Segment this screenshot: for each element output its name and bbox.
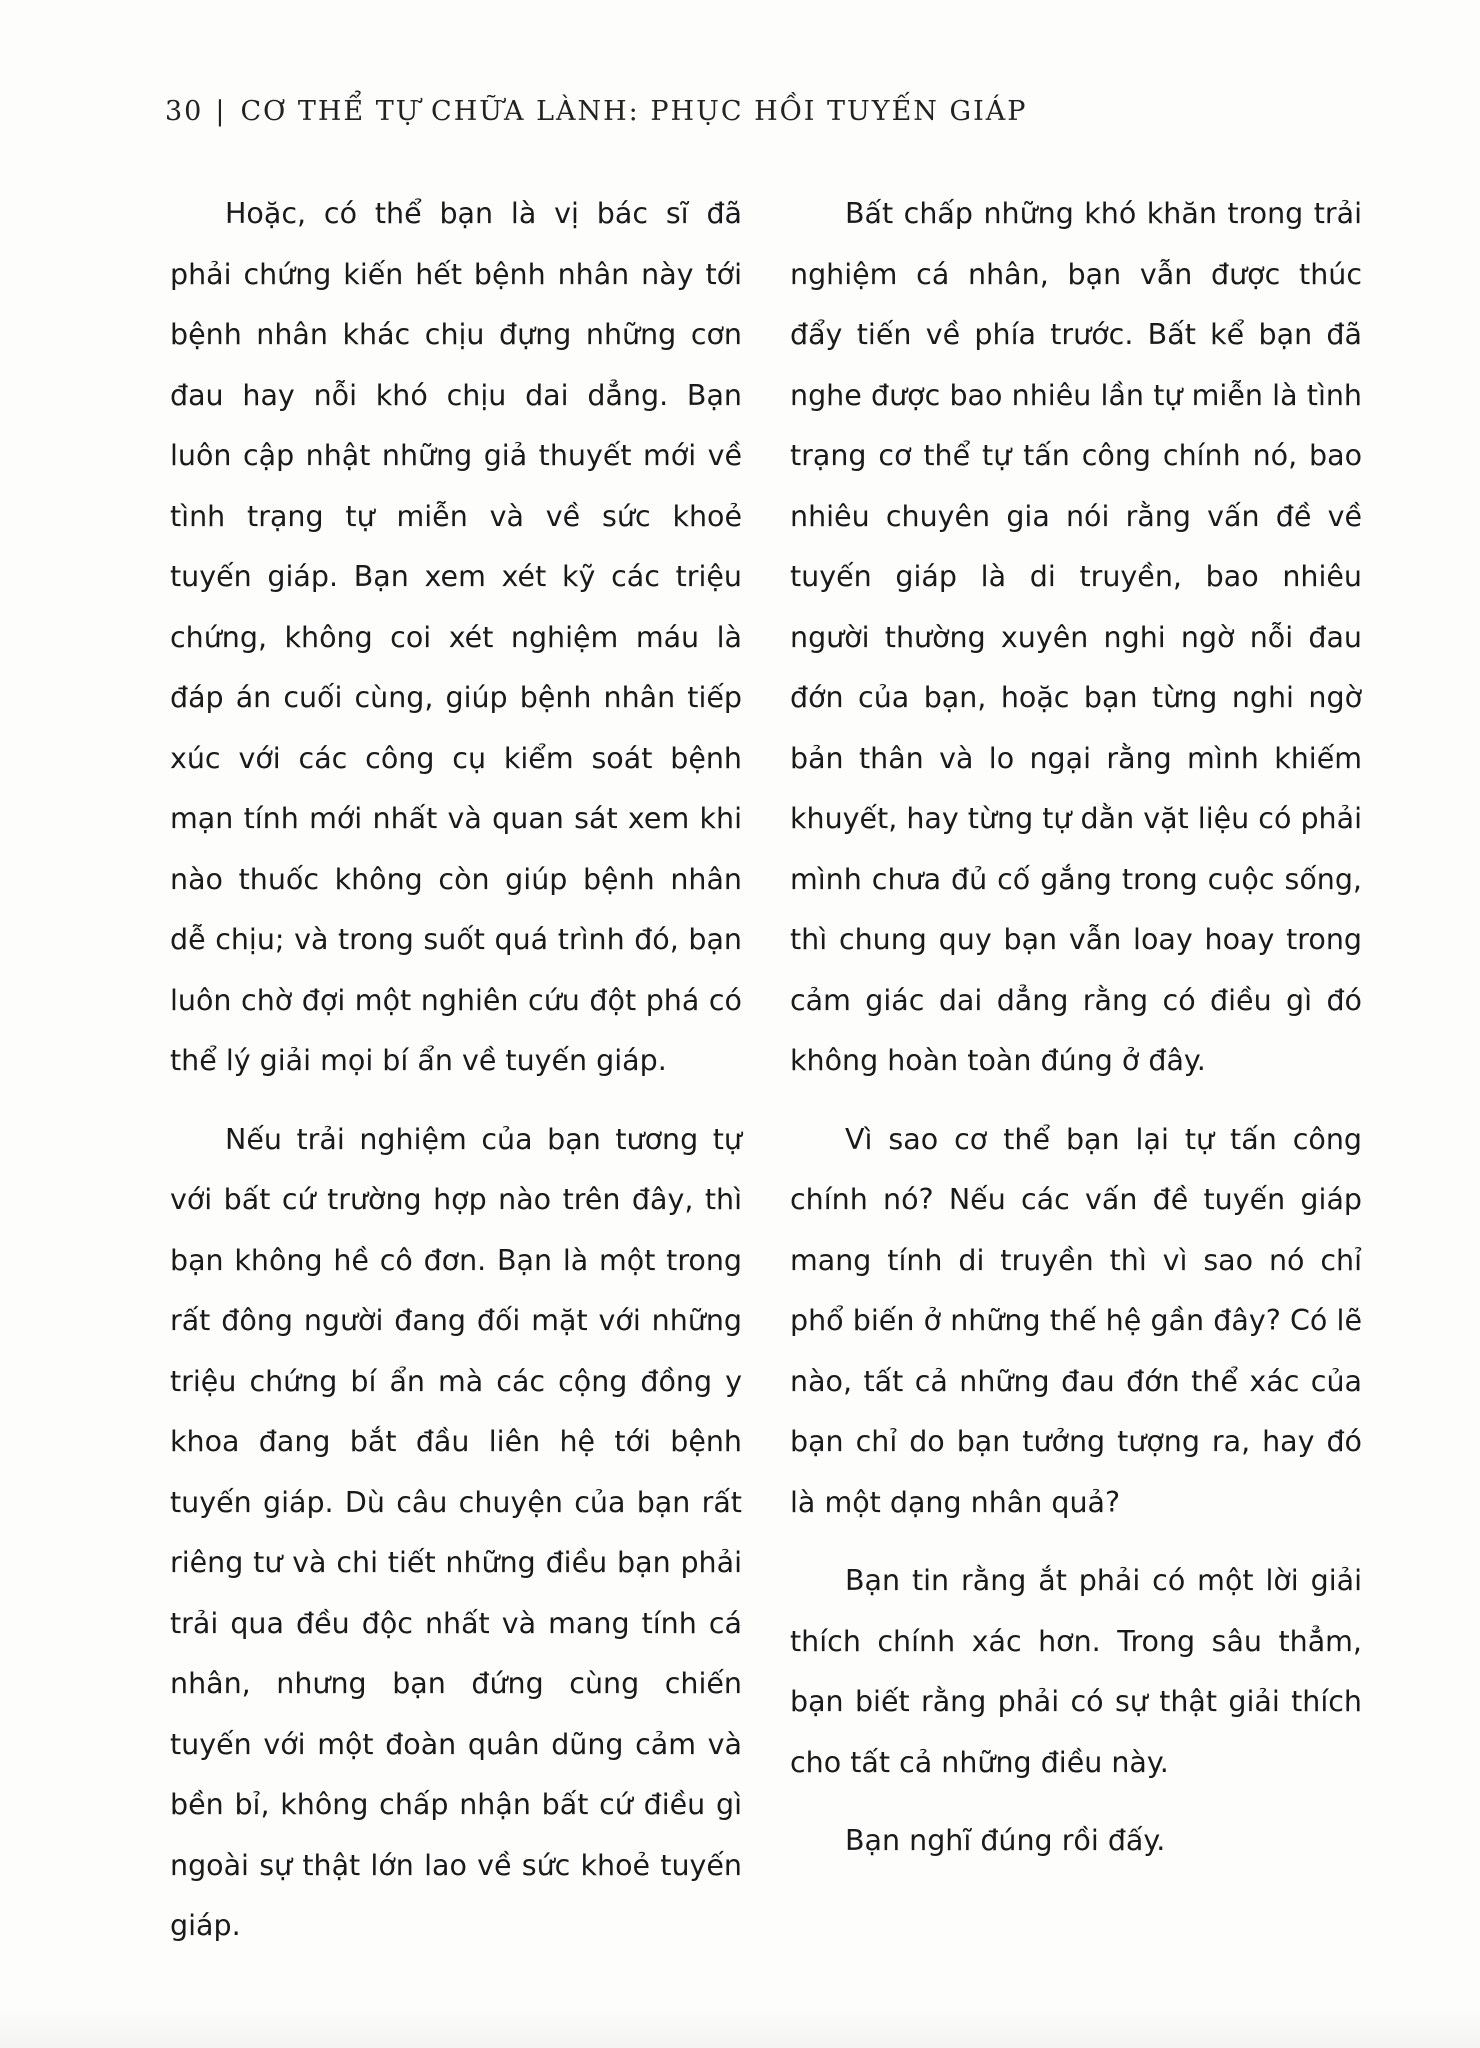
paragraph: Nếu trải nghiệm của bạn tương tự với bất cứ trường hợp nào trên đây, thì bạn không hề cô đơn. Bạn là một trong rất đông người đang đối mặt với những triệu chứng bí ẩn mà các cộng đồng y khoa đang bắt đầu liên hệ tới bệnh tuyến giáp. Dù câu chuyện của bạn rất riêng tư và chi tiết những điều bạn phải trải qua đều độc nhất và mang tính cá nhân, nhưng bạn đứng cùng chiến tuyến với một đoàn quân dũng cảm và bền bỉ, không chấp nhận bất cứ điều gì ngoài sự thật lớn lao về sức khoẻ tuyến giáp. bbox=[170, 1122, 742, 1942]
paragraph: Hoặc, có thể bạn là vị bác sĩ đã phải chứng kiến hết bệnh nhân này tới bệnh nhân khác chịu đựng những cơn đau hay nỗi khó chịu dai dẳng. Bạn luôn cập nhật những giả thuyết mới về tình trạng tự miễn và về sức khoẻ tuyến giáp. Bạn xem xét kỹ các triệu chứng, không coi xét nghiệm máu là đáp án cuối cùng, giúp bệnh nhân tiếp xúc với các công cụ kiểm soát bệnh mạn tính mới nhất và quan sát xem khi nào thuốc không còn giúp bệnh nhân dễ chịu; và trong suốt quá trình đó, bạn luôn chờ đợi một nghiên cứu đột phá có thể lý giải mọi bí ẩn về tuyến giáp. bbox=[170, 197, 742, 1077]
header-separator: | bbox=[215, 96, 227, 127]
right-text-column bbox=[790, 184, 1362, 1890]
page-edge-shadow bbox=[0, 2008, 1480, 2048]
page-number: 30 bbox=[165, 96, 204, 127]
left-text-column bbox=[170, 184, 742, 1975]
paragraph: Bất chấp những khó khăn trong trải nghiệm cá nhân, bạn vẫn được thúc đẩy tiến về phía trước. Bất kể bạn đã nghe được bao nhiêu lần tự miễn là tình trạng cơ thể tự tấn công chính nó, bao nhiêu chuyên gia nói rằng vấn đề về tuyến giáp là di truyền, bao nhiêu người thường xuyên nghi ngờ nỗi đau đớn của bạn, hoặc bạn từng nghi ngờ bản thân và lo ngại rằng mình khiếm khuyết, hay từng tự dằn vặt liệu có phải mình chưa đủ cố gắng trong cuộc sống, thì chung quy bạn vẫn loay hoay trong cảm giác dai dẳng rằng có điều gì đó không hoàn toàn đúng ở đây. bbox=[790, 197, 1362, 1077]
book-title: CƠ THỂ TỰ CHỮA LÀNH: PHỤC HỒI TUYẾN GIÁP bbox=[240, 96, 1028, 127]
running-header bbox=[165, 96, 1027, 127]
paragraph: Bạn tin rằng ắt phải có một lời giải thích chính xác hơn. Trong sâu thẳm, bạn biết rằng phải có sự thật giải thích cho tất cả những điều này. bbox=[790, 1564, 1362, 1779]
paragraph: Bạn nghĩ đúng rồi đấy. bbox=[845, 1824, 1166, 1857]
paragraph: Vì sao cơ thể bạn lại tự tấn công chính nó? Nếu các vấn đề tuyến giáp mang tính di truyền thì vì sao nó chỉ phổ biến ở những thế hệ gần đây? Có lẽ nào, tất cả những đau đớn thể xác của bạn chỉ do bạn tưởng tượng ra, hay đó là một dạng nhân quả? bbox=[790, 1122, 1362, 1519]
